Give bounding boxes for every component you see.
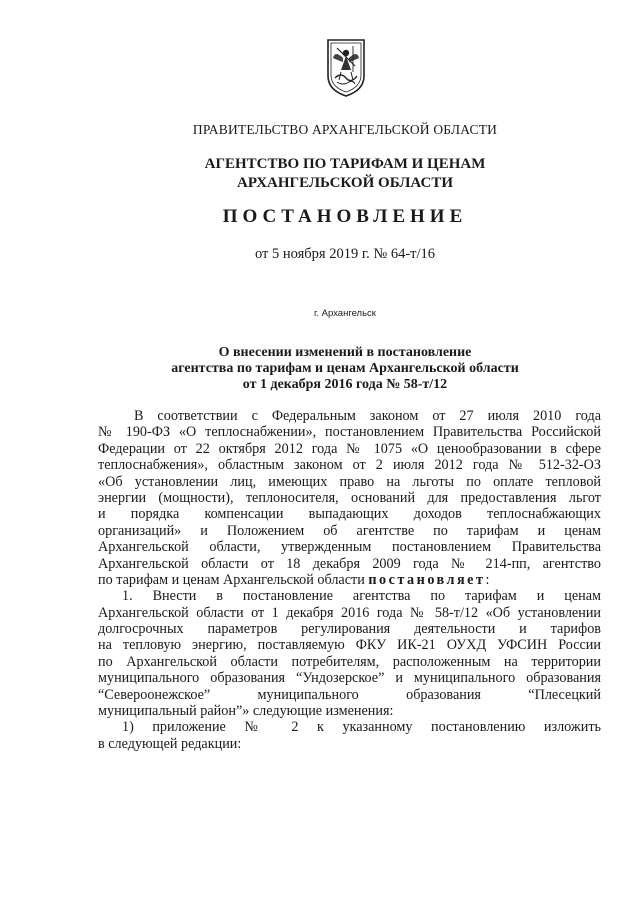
body-line: долгосрочных параметров регулирования деятельности и тарифов [98,621,601,638]
body-line: муниципальный район”» следующие изменения: [98,703,394,720]
body-line-text: по тарифам и ценам Архангельской области [98,571,365,588]
body-line: «Об установлении лиц, имеющих право на льготы по оплате тепловой [98,473,601,490]
body-line: Архангельской области от 18 декабря 2009 года № 214-пп, агентство [98,555,601,572]
arkhangelsk-coat-of-arms-icon [325,36,367,98]
agency-name-line2: АРХАНГЕЛЬСКОЙ ОБЛАСТИ [237,175,453,191]
body-line-resolves [98,572,601,588]
document-title [0,345,640,393]
body-line: Архангельской области от 1 декабря 2016 года № 58-т/12 «Об установлении [98,604,601,621]
document-date-number: от 5 ноября 2019 г. № 64-т/16 [254,246,436,262]
agency-name-line1: АГЕНТСТВО ПО ТАРИФАМ И ЦЕНАМ [204,156,486,172]
body-line: Федерации от 22 октября 2012 года № 1075 «О ценообразовании в сфере [98,440,601,457]
document-body [98,408,601,752]
resolves-keyword: постановляет [368,571,486,588]
body-line: “Североонежское” муниципального образования “Плесецкий [98,686,601,703]
document-title-line3: от 1 декабря 2016 года № 58-т/12 [242,377,448,392]
resolves-colon: : [485,571,490,588]
agency-name [0,155,640,193]
document-type: ПОСТАНОВЛЕНИЕ [222,206,468,227]
body-line: и порядка компенсации выпадающих доходов теплоснабжающих [98,506,601,523]
body-line: 1) приложение № 2 к указанному постановлению изложить [122,719,601,736]
body-line: Архангельской области, утвержденным постановлением Правительства [98,539,601,556]
document-title-line2: агентства по тарифам и ценам Архангельской области [171,361,519,376]
body-line: на тепловую энергию, поставляемую ФКУ ИК-21 ОУХД УФСИН России [98,637,601,654]
body-line: муниципального образования “Ундозерское” и муниципального образования [98,670,601,687]
body-line: энергии (мощности), теплоносителя, оснований для предоставления льгот [98,489,601,506]
document-title-line1: О внесении изменений в постановление [218,345,472,360]
body-line: теплоснабжения», областным законом от 2 июля 2012 года № 512-32-ОЗ [98,457,601,474]
government-name: ПРАВИТЕЛЬСТВО АРХАНГЕЛЬСКОЙ ОБЛАСТИ [192,122,498,137]
document-city: г. Архангельск [314,308,376,319]
body-line: № 190-ФЗ «О теплоснабжении», постановлением Правительства Российской [98,424,601,441]
body-line: В соответствии с Федеральным законом от 27 июля 2010 года [134,408,601,424]
body-line: по Архангельской области потребителям, расположенным на территории [98,653,601,670]
body-line: организаций» и Положением об агентстве по тарифам и ценам [98,522,601,539]
body-line: в следующей редакции: [98,735,242,752]
body-line: 1. Внести в постановление агентства по тарифам и ценам [122,588,601,605]
